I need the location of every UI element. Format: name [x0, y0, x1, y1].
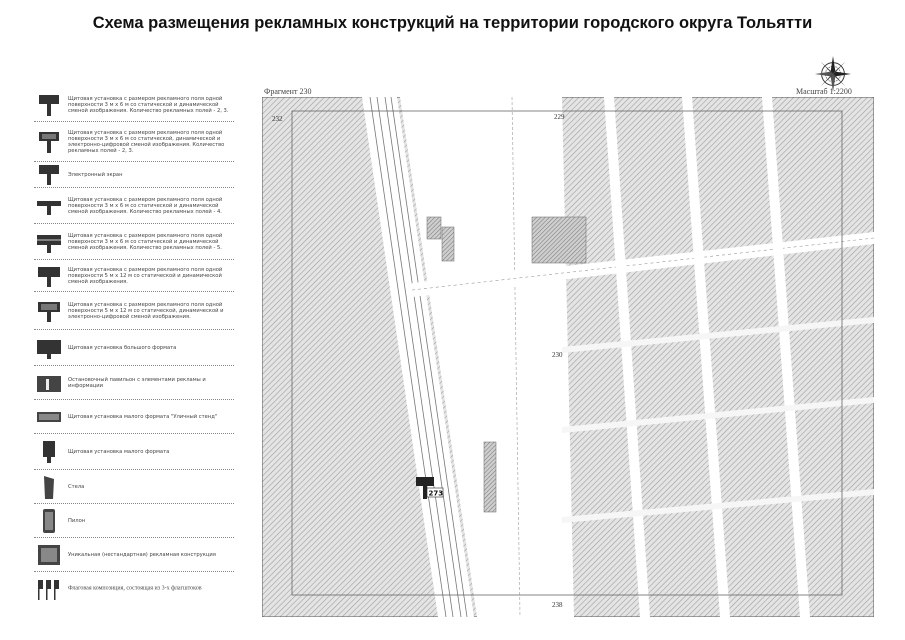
- scale-label: Масштаб 1:2200: [796, 87, 852, 96]
- legend-item: Щитовая установка малого формата "Уличный стенд": [34, 400, 234, 434]
- marker-number: 273: [428, 489, 444, 498]
- legend-item: Уникальная (нестандартная) рекламная конструкция: [34, 538, 234, 572]
- legend-item: Щитовая установка с размером рекламного поля одной поверхности 3 м х 6 м со статической и динамической сменой изображения. Количество рекламных полей - 4.: [34, 188, 234, 224]
- neighbor-fragment-label: 238: [552, 601, 563, 609]
- flag-composition-icon: [36, 576, 62, 602]
- fragment-number-label: 230: [552, 351, 563, 359]
- legend-item: Флаговая композиция, состоящая из 3-х флагштоков: [34, 572, 234, 606]
- city-format-icon: [36, 404, 62, 430]
- fragment-label: Фрагмент 230: [264, 87, 312, 96]
- legend-item: Электронный экран: [34, 162, 234, 188]
- legend-item: Щитовая установка с размером рекламного поля одной поверхности 5 м х 12 м со статической и динамической сменой изображения.: [34, 260, 234, 292]
- page-title: Схема размещения рекламных конструкций на территории городского округа Тольятти: [92, 14, 813, 32]
- neighbor-fragment-label: 232: [272, 115, 283, 123]
- legend-item: Остановочный павильон с элементами рекламы и информации: [34, 366, 234, 400]
- legend-item: Щитовая установка большого формата: [34, 330, 234, 366]
- neighbor-fragment-label: 229: [554, 113, 565, 121]
- legend: [34, 88, 234, 606]
- electronic-screen-icon: [36, 162, 62, 188]
- legend-item: Стела: [34, 470, 234, 504]
- billboard-3x6-digital-icon: [36, 129, 62, 155]
- legend-item: Пилон: [34, 504, 234, 538]
- unique-construction-icon: [36, 542, 62, 568]
- stela-icon: [36, 474, 62, 500]
- legend-item: Щитовая установка с размером рекламного поля одной поверхности 3 м х 6 м со статической, динамической и электронно-цифровой сменой изображения. Количество рекламных полей - 2, 3.: [34, 122, 234, 162]
- legend-item: Щитовая установка с размером рекламного поля одной поверхности 3 м х 6 м со статической и динамической сменой изображения. Количество рекламных полей - 2, 3.: [34, 88, 234, 122]
- billboard-5x12-icon: [36, 263, 62, 289]
- billboard-5x12-digital-icon: [36, 298, 62, 324]
- billboard-3x6-five-icon: [36, 229, 62, 255]
- billboard-3x6-four-icon: [36, 193, 62, 219]
- billboard-3x6-icon: [36, 92, 62, 118]
- legend-item: Щитовая установка с размером рекламного поля одной поверхности 3 м х 6 м со статической и динамической сменой изображения. Количество рекламных полей - 5.: [34, 224, 234, 260]
- bus-stop-pavilion-icon: [36, 370, 62, 396]
- large-format-icon: [36, 335, 62, 361]
- pylon-icon: [36, 508, 62, 534]
- legend-item: Щитовая установка малого формата: [34, 434, 234, 470]
- small-format-icon: [36, 439, 62, 465]
- map-fragment[interactable]: [262, 97, 874, 617]
- legend-item: Щитовая установка с размером рекламного поля одной поверхности 5 м х 12 м со статической, динамической и электронно-цифровой сменой изображения.: [34, 292, 234, 330]
